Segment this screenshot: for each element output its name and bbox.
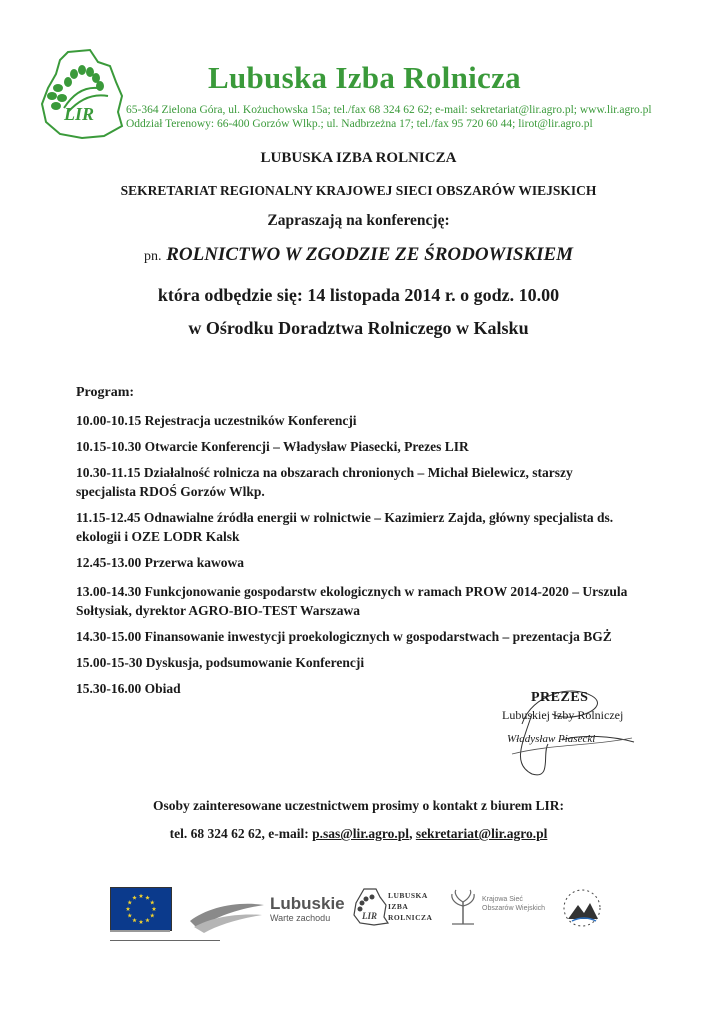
ksow-line: Obszarów Wiejskich [482, 905, 546, 912]
eu-caption-line [110, 930, 170, 932]
program-list [76, 411, 636, 705]
signature-name: Władysław Piasecki [507, 733, 596, 745]
heading-secretariat: SEKRETARIAT REGIONALNY KRAJOWEJ SIECI OBSZARÓW WIEJSKICH [120, 183, 597, 198]
conference-place: w Ośrodku Doradztwa Rolniczego w Kalsku [188, 318, 529, 338]
lir-small-line: LUBUSKA [388, 891, 428, 900]
contact-phone: tel. 68 324 62 62, e-mail: [169, 826, 309, 841]
program-item: 10.30-11.15 Działalność rolnicza na obszarach chronionych – Michał Bielewicz, starszy specjalista RDOŚ Gorzów Wlkp. [76, 465, 573, 499]
contact-details [0, 826, 717, 842]
program-item: 15.00-15-30 Dyskusja, podsumowanie Konferencji [76, 655, 365, 670]
ksow-text [482, 895, 545, 913]
lir-small-logo-icon [350, 887, 390, 927]
lubuskie-subtitle: Warte zachodu [270, 913, 331, 923]
title-text: ROLNICTWO W ZGODZIE ZE ŚRODOWISKIEM [166, 244, 574, 265]
address-line-branch: Oddział Terenowy: 66-400 Gorzów Wlkp.; ul. Nadbrzeżna 17; tel./fax 95 720 60 44; lirot@lir.agro.pl [126, 118, 593, 130]
heading-invite: Zapraszają na konferencję: [267, 212, 450, 229]
prow-logo-icon [560, 885, 604, 931]
lir-small-line: ROLNICZA [388, 913, 433, 922]
contact-line: Osoby zainteresowane uczestnictwem prosimy o kontakt z biurem LIR: [153, 798, 564, 813]
lir-small-text [388, 890, 432, 923]
title-prefix: pn. [143, 249, 162, 264]
lir-small-line: IZBA [388, 902, 409, 911]
signature-title: PREZES [531, 690, 589, 705]
email-link-sekretariat[interactable]: sekretariat@lir.agro.pl [415, 826, 548, 841]
logo-text: LIR [64, 104, 95, 124]
address-line-main: 65-364 Zielona Góra, ul. Kożuchowska 15a; tel./fax 68 324 62 62; e-mail: sekretariat@lir.agro.pl; www.lir.agro.pl [126, 104, 652, 116]
lir-map-logo [38, 48, 124, 140]
heading-organization: LUBUSKA IZBA ROLNICZA [260, 150, 457, 166]
lir-small-logo-text: LIR [362, 911, 378, 921]
org-title: Lubuska Izba Rolnicza [208, 60, 521, 95]
lubuskie-logo [270, 894, 345, 923]
program-item: 12.45-13.00 Przerwa kawowa [76, 555, 244, 570]
eu-flag-icon [110, 887, 172, 931]
program-item: 15.30-16.00 Obiad [76, 681, 181, 696]
program-item: 14.30-15.00 Finansowanie inwestycji proekologicznych w gospodarstwach – prezentacja BGŻ [76, 629, 612, 644]
program-item: 11.15-12.45 Odnawialne źródła energii w rolnictwie – Kazimierz Zajda, główny specjalista ds. ekologii i OZE LODR Kalsk [76, 510, 614, 544]
program-item: 10.00-10.15 Rejestracja uczestników Konferencji [76, 413, 357, 428]
program-item: 13.00-14.30 Funkcjonowanie gospodarstw ekologicznych w ramach PROW 2014-2020 – Urszula Sołtysiak, dyrektor AGRO-BIO-TEST Warszawa [76, 584, 628, 618]
ksow-line: Krajowa Sieć [482, 896, 523, 903]
program-label: Program: [76, 385, 135, 400]
conference-title [0, 244, 717, 266]
signature-organization: Lubuskiej Izby Rolniczej [502, 708, 624, 722]
conference-date: która odbędzie się: 14 listopada 2014 r. o godz. 10.00 [157, 285, 560, 305]
email-separator: , [409, 826, 413, 841]
lubuskie-swoosh-icon [188, 887, 266, 935]
lubuskie-title: Lubuskie [270, 894, 345, 913]
email-link-sas[interactable]: p.sas@lir.agro.pl [312, 826, 410, 841]
program-item: 10.15-10.30 Otwarcie Konferencji – Władysław Piasecki, Prezes LIR [76, 439, 469, 454]
footer-divider [110, 940, 220, 941]
ksow-logo-icon [448, 888, 478, 926]
